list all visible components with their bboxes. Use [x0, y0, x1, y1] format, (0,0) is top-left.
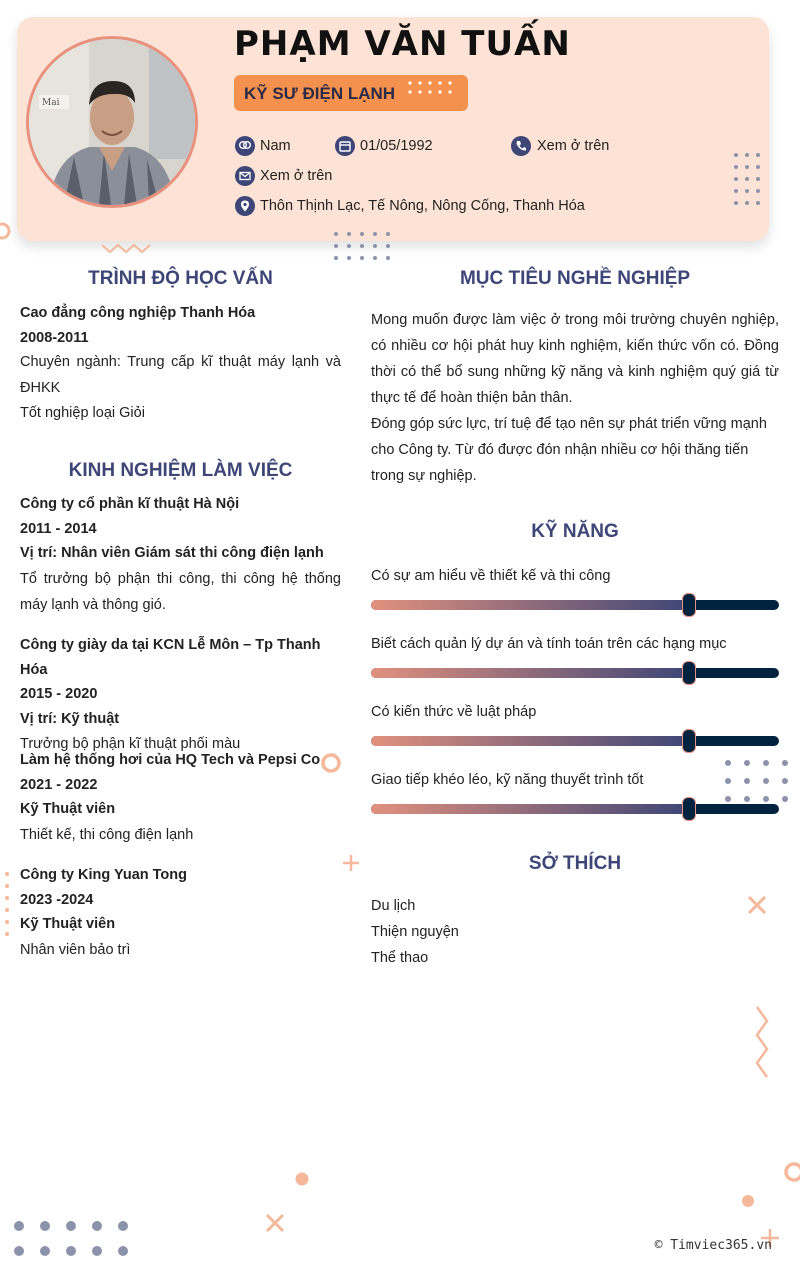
svg-text:Mai: Mai — [42, 98, 60, 108]
skill-bar-knob — [682, 729, 696, 753]
experience-description: Thiết kế, thi công điện lạnh — [20, 826, 194, 843]
skill-bar-fill — [371, 804, 689, 814]
experience-description: Trưởng bộ phận kĩ thuật phối màu — [20, 736, 241, 752]
avatar — [26, 36, 198, 208]
hobby-item: Du lịch — [371, 898, 416, 914]
dots-decoration — [733, 152, 763, 208]
plus-decoration — [342, 854, 360, 872]
footer-copyright: © Timviec365.vn — [654, 1238, 772, 1253]
objective-section — [371, 307, 779, 489]
experience-position: Kỹ Thuật viên — [20, 916, 116, 932]
experience-period: 2021 - 2022 — [20, 776, 98, 793]
skill-bar — [371, 600, 779, 610]
skill-bar-knob — [682, 593, 696, 617]
experience-company: Công ty King Yuan Tong — [20, 867, 188, 883]
experience-item — [20, 863, 341, 963]
education-section — [20, 301, 341, 426]
hobbies-title: SỞ THÍCH — [528, 853, 622, 874]
zigzag-decoration — [754, 1005, 770, 1081]
skill-bar — [371, 736, 779, 746]
experience-position: Vị trí: Kỹ thuật — [20, 710, 120, 727]
dots-decoration — [3, 870, 11, 950]
skill-bar-fill — [371, 600, 689, 610]
skills-title: KỸ NĂNG — [531, 521, 619, 542]
experience-item — [20, 748, 341, 848]
cross-decoration — [264, 1212, 286, 1234]
experience-period: 2023 -2024 — [20, 891, 94, 908]
email-icon — [235, 166, 255, 186]
skill-label: Biết cách quản lý dự án và tính toán trên các hạng mục — [371, 636, 727, 652]
education-result: Tốt nghiệp loại Giỏi — [20, 405, 145, 421]
education-title: TRÌNH ĐỘ HỌC VẤN — [88, 268, 273, 289]
dots-decoration — [333, 231, 395, 263]
candidate-name: PHẠM VĂN TUẤN — [234, 24, 571, 64]
experience-period: 2011 - 2014 — [20, 520, 97, 537]
experience-company: Công ty cổ phần kĩ thuật Hà Nội — [20, 496, 240, 512]
zigzag-decoration — [100, 243, 152, 255]
cross-decoration — [746, 894, 768, 916]
skill-bar — [371, 668, 779, 678]
experience-company: Công ty giày da tại KCN Lễ Môn – Tp Thanh Hóa — [20, 637, 321, 678]
skill-bar — [371, 804, 779, 814]
skill-bar-knob — [682, 661, 696, 685]
gender-value: Nam — [260, 138, 291, 154]
circle-decoration — [320, 752, 342, 774]
objective-paragraph: Đóng góp sức lực, trí tuệ để tạo nên sự phát triển vững mạnh cho Công ty. Từ đó được đón nhận nhiều cơ hội thăng tiến trong sự nghiệp. — [371, 416, 767, 484]
objective-title: MỤC TIÊU NGHỀ NGHIỆP — [459, 268, 691, 289]
experience-position: Kỹ Thuật viên — [20, 801, 116, 817]
skill-label: Giao tiếp khéo léo, kỹ năng thuyết trình tốt — [371, 772, 644, 788]
education-school: Cao đẳng công nghiệp Thanh Hóa — [20, 305, 256, 321]
gender-icon — [235, 136, 255, 156]
experience-item — [20, 633, 341, 757]
circle-decoration — [0, 220, 14, 242]
experience-description: Nhân viên bảo trì — [20, 941, 131, 958]
education-major: Chuyên ngành: Trung cấp kĩ thuật máy lạnh và ĐHKK — [20, 354, 341, 396]
hobbies-section — [371, 893, 779, 971]
badge-dots-decoration — [406, 80, 462, 102]
job-title: KỸ SƯ ĐIỆN LẠNH — [244, 84, 396, 103]
phone-value: Xem ở trên — [537, 138, 610, 154]
hobby-item: Thiện nguyện — [371, 924, 459, 940]
dots-decoration — [722, 757, 792, 805]
experience-period: 2015 - 2020 — [20, 686, 98, 702]
hobby-item: Thể thao — [371, 950, 429, 966]
circle-decoration — [780, 1158, 800, 1186]
dot-decoration — [741, 1194, 755, 1208]
phone-icon — [511, 136, 531, 156]
experience-item — [20, 492, 341, 618]
calendar-icon — [335, 136, 355, 156]
skill-bar-fill — [371, 668, 689, 678]
experience-position: Vị trí: Nhân viên Giám sát thi công điện lạnh — [20, 545, 324, 561]
dots-decoration — [12, 1218, 132, 1258]
location-icon — [235, 196, 255, 216]
experience-description: Tổ trưởng bộ phận thi công, thi công hệ thống máy lạnh và thông gió. — [20, 570, 341, 613]
experience-title: KINH NGHIỆM LÀM VIỆC — [68, 460, 293, 481]
avatar-photo — [29, 39, 195, 205]
experience-company: Làm hệ thống hơi của HQ Tech và Pepsi Co — [20, 752, 321, 768]
objective-paragraph: Mong muốn được làm việc ở trong môi trường chuyên nghiệp, có nhiều cơ hội phát huy kinh nghiệm, kiến thức vốn có. Đồng thời có thể bổ sung những kỹ năng và kinh nghiệm quý giá từ thực tế để hoàn thiện bản thân. — [371, 312, 779, 406]
skill-bar-fill — [371, 736, 689, 746]
email-value: Xem ở trên — [260, 168, 333, 184]
skill-label: Có sự am hiểu về thiết kế và thi công — [371, 568, 611, 584]
dot-decoration — [294, 1171, 310, 1187]
skill-label: Có kiến thức về luật pháp — [371, 704, 537, 720]
birthdate-value: 01/05/1992 — [360, 138, 433, 154]
address-value: Thôn Thịnh Lạc, Tế Nông, Nông Cống, Thanh Hóa — [260, 198, 585, 214]
skill-bar-knob — [682, 797, 696, 821]
education-period: 2008-2011 — [20, 329, 89, 346]
